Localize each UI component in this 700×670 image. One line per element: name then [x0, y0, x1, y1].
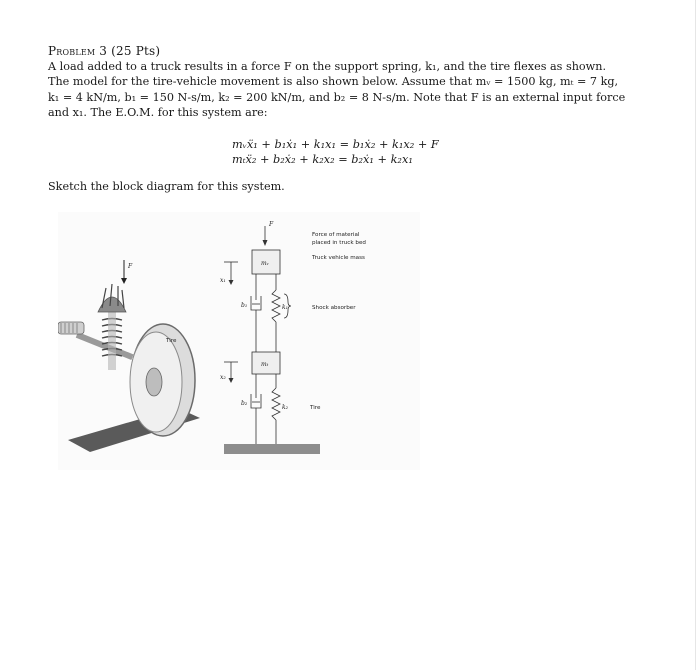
tire-label-left: Tire	[166, 338, 177, 344]
x1-symbol: x₁	[220, 277, 226, 284]
shock-absorber-label: Shock absorber	[312, 305, 356, 311]
truck-mass-label: Truck vehicle mass	[312, 255, 365, 261]
vehicle-mass-symbol: mᵥ	[261, 260, 269, 267]
statement-line-1: A load added to a truck results in a force F on the support spring, k₁, and the tire flexes as shown.	[48, 60, 606, 73]
page-edge-divider	[695, 0, 696, 670]
x2-symbol: x₂	[220, 374, 226, 381]
statement-line-3: k₁ = 4 kN/m, b₁ = 150 N-s/m, k₂ = 200 kN/m, and b₂ = 8 N-s/m. Note that F is an external input force	[48, 90, 626, 104]
force-material-label-1: Force of material	[312, 232, 360, 238]
tire-vehicle-figure	[58, 212, 420, 470]
problem-points: (25 Pts)	[111, 44, 161, 58]
force-symbol-left: F	[128, 263, 133, 270]
shock-body	[108, 310, 116, 370]
wheel-hub	[146, 368, 162, 396]
equation-2: mₜẍ₂ + b₂ẋ₂ + k₂x₂ = b₂ẋ₁ + k₂x₁	[232, 153, 413, 166]
problem-statement	[48, 59, 634, 120]
ground-base	[224, 444, 320, 454]
statement-line-2: The model for the tire-vehicle movement is also shown below. Assume that mᵥ = 1500 kg, mₜ = 7 kg,	[48, 75, 619, 89]
force-symbol-top: F	[269, 221, 274, 228]
k1-symbol: k₁	[282, 304, 289, 311]
force-material-label-2: placed in truck bed	[312, 240, 366, 246]
task-instruction: Sketch the block diagram for this system.	[48, 180, 285, 193]
control-arm	[58, 322, 84, 334]
equation-1: mᵥẍ₁ + b₁ẋ₁ + k₁x₁ = b₁ẋ₂ + k₁x₂ + F	[232, 138, 439, 151]
problem-heading	[48, 44, 160, 58]
statement-line-4: and x₁. The E.O.M. for this system are:	[48, 105, 268, 119]
b2-symbol: b₂	[241, 400, 248, 407]
tire-mass-symbol: mₜ	[261, 361, 269, 368]
b1-symbol: b₁	[241, 302, 248, 309]
problem-title: Problem 3	[48, 44, 108, 58]
k2-symbol: k₂	[282, 404, 289, 411]
tire-label-right: Tire	[310, 405, 321, 411]
